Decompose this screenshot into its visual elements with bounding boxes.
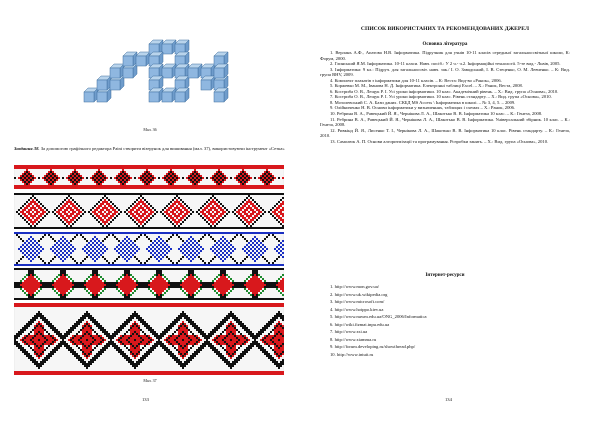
web-link[interactable]: 10. http://www.intuit.ru: [330, 351, 374, 357]
cube-block: [149, 88, 163, 102]
embroidery-band-3: [14, 232, 284, 266]
web-link[interactable]: 2. http://www.uk.wikipedia.org: [330, 291, 388, 297]
cube-block: [214, 88, 228, 102]
cube-block: [123, 52, 137, 66]
internet-resources-heading: Інтернет-ресурси: [425, 273, 465, 278]
web-link[interactable]: 8. http://www.xiamma.ru: [330, 336, 377, 342]
reference-item: 10. Ребрина В. А., Равецький Й. Я., Чернікова Л. А., Шакотько В. В. Інформатика 10 клас. – К.: Генеза, 2008.: [330, 111, 543, 117]
reference-item: 3. Інформатика: 9 кл.: Підруч. для загальноосвіт. навч. зак./ І. О. Завадський, І. В. Стеценко, О. М. Левченко. – К: Вид. група BHV, 2009.: [320, 66, 570, 78]
cube-block: [188, 64, 202, 78]
page-number-left: 133: [142, 397, 149, 402]
page-title: СПИСОК ВИКОРИСТАНИХ ТА РЕКОМЕНДОВАНИХ ДЖЕРЕЛ: [360, 26, 530, 32]
reference-item: 4. Комплект плакатів з інформатики для 10-11 класів. – К: Веста: Вид-во «Ранок», 2006.: [330, 77, 502, 83]
reference-item: 6. Костриба О. В., Лещук Р. І. Усі уроки інформатики. 10 клас. Академічний рівень. – Х.: Вид. група «Основа», 2010.: [330, 88, 559, 94]
reference-item: 9. Олійниченко Н. В. Основи інформатики у визначеннях, таблицях і схемах – Х.: Ранок, 2006.: [330, 105, 516, 111]
web-link[interactable]: 9. http://forum.developing.ru/showthread.php/: [330, 344, 416, 350]
main-literature-heading: Основна література: [422, 42, 468, 47]
reference-item: 12. Ривкінд Й. Я., Лисенко Т. І., Чернікова Л. А., Шакотько В. В. Інформатика 10 клас. Рівень стандарту. – К.: Генеза, 2010.: [320, 127, 570, 139]
reference-item: 11. Ребрина В. А., Равецький Й. Я., Чернікова Л. А., Шакотько В. В. Інформатика. Універсальний збірник. 10 клас. – К.: Генеза, 2008.: [320, 116, 570, 128]
task-text: [14, 146, 286, 152]
reference-list: [320, 50, 570, 144]
task-description: За допомогою графічного редактора Paint створити візерунок для вишивання (мал. 37), використовуючи інструмент «Сетка»: [39, 146, 285, 151]
reference-item: 1. Верлань А.Ф., Апатова Н.В. Інформатика. Підручник для учнів 10-11 класів середньої загальноосвітньої школи, К: Форум, 2000.: [320, 50, 570, 61]
cube-block: [201, 76, 215, 90]
task-label: Завдання 38.: [14, 146, 40, 151]
embroidery-band-2: [14, 193, 284, 229]
cube-block: [97, 76, 111, 90]
reference-item: 13. Самолюк А. П. Основи алгоритмізації та програмування. Розробки занять. – Х.: Вид. група «Основа», 2010.: [330, 138, 549, 144]
figure2-caption: Мал. 37: [143, 378, 157, 383]
cube-block: [175, 88, 189, 102]
cube-block: [84, 88, 98, 102]
cube-block: [214, 64, 228, 78]
embroidery-band-5: [14, 303, 284, 375]
internet-links-list: [330, 283, 570, 358]
web-link[interactable]: 3. http://www.microsoft.com/: [330, 299, 385, 305]
embroidery-band-1: [14, 165, 284, 189]
embroidery-band-4: [14, 268, 284, 300]
cube-block: [162, 40, 176, 54]
web-link[interactable]: 5. http://www.nuwm.edu.ua/ONG_2006/Informatica: [330, 314, 427, 320]
reference-item: 5. Коржевко М. М., Іванова Н. Д. Інформатика. Електронні таблиці Excel. – Х.: Ранок, Веста, 2008.: [330, 83, 523, 89]
web-link[interactable]: 6. http://wiki.fizmat.tnpu.edu.ua: [330, 321, 390, 327]
cube-block: [136, 52, 150, 66]
reference-item: 2. Глинський Я.М. Інформатика. 10-11 класи. Навч. посіб.: У 2 ч.- ч.2. Інформаційні технології. 5-те вид.- Львів, 2005.: [330, 61, 561, 67]
page-number-right: 134: [445, 397, 452, 402]
cube-block: [110, 64, 124, 78]
reference-item: 7. Костриба О. В., Лещук Р. І. Усі уроки інформатики. 10 клас. Рівень стандарту. – Х.: Вид. група «Основа», 2010.: [330, 94, 552, 100]
cube-block: [162, 64, 176, 78]
web-link[interactable]: 1. http://www.mon.gov.ua/: [330, 284, 380, 289]
cube-construction-figure: [76, 6, 246, 126]
web-link[interactable]: 7. http://www.xsi.ua: [330, 329, 368, 335]
figure-caption: Мал. 36: [143, 127, 157, 132]
web-link[interactable]: 4. http://www.hotppo.kiev.ua: [330, 306, 384, 312]
reference-item: 8. Мозолевський С. А. Бази даних. СКБД MS Access \ Інформатика в школі. – № 3, 4, 5. – 2009.: [330, 99, 516, 105]
cube-block: [162, 88, 176, 102]
